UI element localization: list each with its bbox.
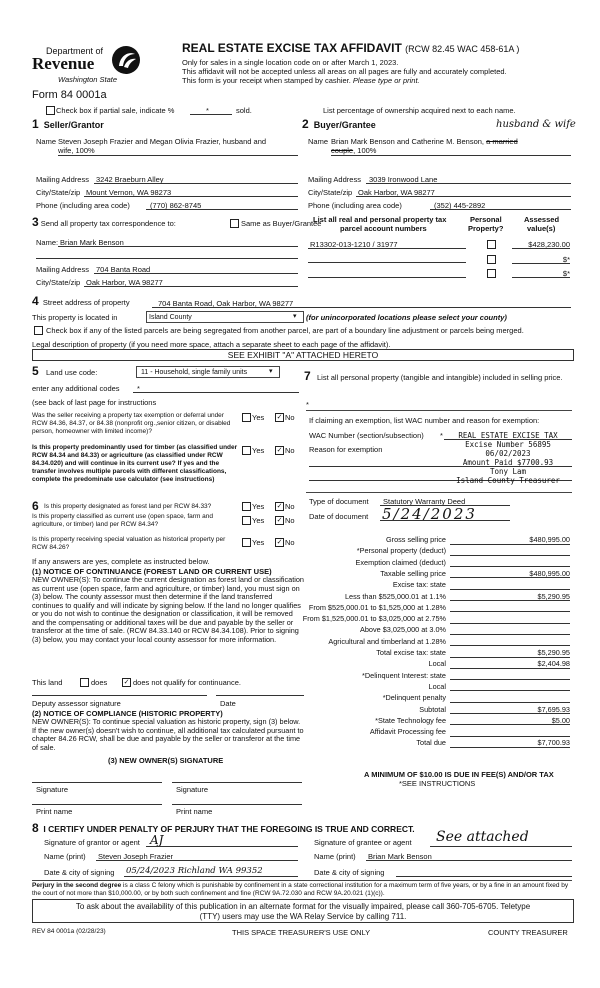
parcels-header-1: List all real and personal property tax: [313, 215, 447, 224]
corr-address[interactable]: 704 Banta Road: [96, 265, 151, 274]
stamp-line4: Amount Paid $7700.93: [462, 458, 554, 467]
calc-label: Taxable selling price: [380, 568, 446, 578]
seller-address[interactable]: 3242 Braeburn Alley: [96, 175, 164, 184]
alt-format-notice: To ask about the availability of this publication in an alternate format for the visually impaired, please call 360-705-6705. Teletype (TTY) users may use the WA Relay Service by calling 711.: [75, 902, 531, 921]
q1-yes-label: Yes: [252, 413, 265, 422]
buyer-name[interactable]: Brian Mark Benson and Catherine M. Benson, a married: [331, 137, 518, 146]
land-does-label: does: [91, 678, 108, 687]
segregated-checkbox[interactable]: [34, 326, 43, 335]
buyer-annotation: husband & wife: [496, 119, 576, 130]
calc-value[interactable]: $5,290.95: [537, 648, 570, 657]
parcels-header-2: parcel account numbers: [340, 224, 427, 233]
correspondence-heading: 3 Send all property tax correspondence to:: [32, 215, 176, 229]
minimum-fee-note: A MINIMUM OF $10.00 IS DUE IN FEE(S) AND/OR TAX: [364, 770, 554, 779]
header-sub3: This form is your receipt when stamped by cashier. Please type or print.: [182, 76, 420, 85]
corr-name[interactable]: Brian Mark Benson: [60, 238, 124, 247]
calc-label: Local: [428, 681, 446, 691]
seller-name-label: Name: [36, 137, 57, 146]
corr-name-label: Name:: [36, 238, 59, 247]
exemption-instruction: If claiming an exemption, list WAC number and reason for exemption:: [309, 416, 540, 425]
buyer-name-label: Name: [308, 137, 329, 146]
deputy-date-label: Date: [220, 699, 236, 708]
stamp-line6: Island County Treasurer: [456, 476, 560, 485]
forest-yes-checkbox[interactable]: [242, 502, 251, 511]
dept-line1: Department of: [46, 46, 104, 56]
corr-address-label: Mailing Address: [36, 265, 89, 274]
buyer-address[interactable]: 3039 Ironwood Lane: [369, 175, 438, 184]
historical-no-checkbox[interactable]: ✓: [276, 539, 283, 546]
buyer-city[interactable]: Oak Harbor, WA 98277: [358, 188, 435, 197]
forest-no-checkbox[interactable]: ✓: [276, 503, 283, 510]
calc-label: Total due: [416, 738, 446, 748]
calc-label: *State Technology fee: [375, 715, 446, 725]
seller-phone-label: Phone (including area code): [36, 201, 130, 210]
land-not-qualify-label: does not qualify for continuance.: [133, 678, 241, 687]
located-in-label: This property is located in: [32, 313, 118, 322]
grantee-signature[interactable]: See attached: [436, 829, 529, 845]
perjury-notice: Perjury in the second degree is a class C felony which is punishable by confinement in a state correctional institution for a maximum term of five years, or by a fine in an amount fixed by the court of not more than $10,000.00, or by both such confinement and fine (RCW 9A.72.030 and RCW 9A.20.021 (1)(c)).: [32, 882, 569, 897]
historical-yes-checkbox[interactable]: [242, 538, 251, 547]
this-land-label: This land: [32, 678, 63, 687]
seller-address-label: Mailing Address: [36, 175, 89, 184]
county-treasurer-label: COUNTY TREASURER: [488, 928, 568, 937]
corr-city-label: City/State/zip: [36, 278, 81, 287]
additional-codes-label: enter any additional codes: [32, 384, 120, 393]
seller-phone[interactable]: (770) 862-8745: [150, 201, 202, 210]
buyer-phone[interactable]: (352) 445-2892: [434, 201, 486, 210]
calc-label: Total excise tax: state: [376, 648, 446, 657]
forest-no-label: No: [285, 502, 295, 511]
grantor-name[interactable]: Steven Joseph Frazier: [98, 852, 174, 861]
street-address[interactable]: 704 Banta Road, Oak Harbor, WA 98277: [158, 299, 294, 308]
partial-sale-checkbox[interactable]: [46, 106, 55, 115]
current-use-yes-checkbox[interactable]: [242, 516, 251, 525]
owner-print-label-2: Print name: [176, 807, 213, 816]
treasurer-use-label: THIS SPACE TREASURER'S USE ONLY: [232, 928, 371, 937]
parcel-number-1[interactable]: R13302-013-1210 / 31977: [310, 240, 398, 249]
wac-number-value[interactable]: *: [440, 431, 443, 440]
q1-no-checkbox[interactable]: ✓: [276, 414, 283, 421]
legal-description-label: Legal description of property (if you need more space, attach a separate sheet to each page of the affidavit).: [32, 340, 391, 349]
seller-city-label: City/State/zip: [36, 188, 81, 197]
q-historical: Is this property receiving special valuation as historical property per RCW 84.26?: [32, 536, 226, 551]
notice2-body: NEW OWNER(S): To continue special valuation as historic property, sign (3) below. If the new owner(s) doesn't wish to continue, all additional tax calculated pursuant to chapter 84.26 RCW, shall be due and payable by the seller or transferor at the time of sale.: [32, 717, 304, 752]
if-yes-note: If any answers are yes, complete as instructed below.: [32, 557, 210, 566]
notice2-title: (2) NOTICE OF COMPLIANCE (HISTORIC PROPERTY): [32, 709, 223, 718]
land-does-checkbox[interactable]: [80, 678, 89, 687]
section7-number: 7: [304, 369, 311, 383]
calc-label: Above $3,025,000 at 3.0%: [359, 625, 446, 635]
owner-print-label-1: Print name: [36, 807, 73, 816]
document-date[interactable]: 5/24/2023: [382, 505, 477, 523]
dor-logo: [32, 44, 144, 94]
header-sub2: This affidavit will not be accepted unless all areas on all pages are fully and accurately completed.: [182, 67, 507, 76]
calc-label: Subtotal: [419, 704, 446, 714]
segregated-label: Check box if any of the listed parcels are being segregated from another parcel, are part of a boundary line adjustment or parcels being merged.: [46, 326, 524, 335]
chevron-down-icon: ▾: [269, 368, 273, 375]
dept-line3: Washington State: [58, 75, 118, 84]
grantor-signature[interactable]: AJ: [150, 833, 164, 847]
calc-label: *Personal property (deduct): [356, 546, 446, 556]
form-number: Form 84 0001a: [32, 89, 107, 101]
additional-codes-value[interactable]: *: [137, 384, 140, 393]
stamp-line5: Tony Lam: [489, 467, 527, 476]
assessed-value-3[interactable]: $*: [562, 269, 570, 278]
legal-description: SEE EXHIBIT "A" ATTACHED HERETO: [227, 350, 379, 360]
document-type[interactable]: Statutory Warranty Deed: [383, 497, 466, 506]
calc-label: *Delinquent Interest: state: [362, 670, 446, 680]
header-sub1: Only for sales in a single location code on or after March 1, 2023.: [182, 58, 399, 67]
buyer-city-label: City/State/zip: [308, 188, 353, 197]
see-instructions-note: *SEE INSTRUCTIONS: [399, 779, 476, 788]
notice1-body: NEW OWNER(S): To continue the current designation as forest land or classification as current use (open space, farm and agriculture, or timber) land, you must sign on (3) below. The county assessor must then determine if the land transferred continues to qualify and will indicate by signing below. If the land no longer qualifies or you do not wish to continue the designation or classification, it will be removed and the compensating or additional taxes will be due and payable by the seller or transferor at the time of sale. (RCW 84.33.140 or RCW 84.34.108). Prior to signing (3) below, you may contact your local county assessor for more information.: [32, 575, 304, 644]
owner-sig-label-2: Signature: [176, 785, 209, 794]
partial-sold-label: sold.: [236, 106, 252, 115]
dor-emblem-icon: [110, 44, 142, 76]
land-not-qualify-checkbox[interactable]: ✓: [123, 679, 130, 686]
revision-label: REV 84 0001a (02/28/23): [32, 928, 106, 935]
personal-property-label: List all personal property (tangible and intangible) included in selling price.: [317, 373, 563, 382]
treasurer-stamp: [446, 430, 570, 486]
calc-label: Affidavit Processing fee: [369, 727, 446, 737]
personal-property-checkbox-3[interactable]: [487, 269, 496, 278]
legal-description-box[interactable]: [32, 349, 574, 361]
certify-statement: 8 I CERTIFY UNDER PENALTY OF PERJURY THAT THE FOREGOING IS TRUE AND CORRECT.: [32, 821, 415, 835]
grantor-date-city[interactable]: 05/24/2023 Richland WA 99352: [126, 866, 263, 876]
calc-value[interactable]: $7,700.93: [537, 738, 570, 748]
q-exemption-deferral: Was the seller receiving a property tax exemption or deferral under RCW 84.36, 84.37, or 84.38 (nonprofit org.,senior citizen, or disabled person, homeowner with limited income)?: [32, 412, 231, 435]
current-use-no-checkbox[interactable]: ✓: [276, 517, 283, 524]
seller-name[interactable]: Steven Joseph Frazier and Megan Olivia Frazier, husband and: [58, 137, 267, 146]
q2-no-label: No: [285, 446, 295, 455]
partial-sale-value[interactable]: *: [206, 106, 209, 115]
see-back-note: (see back of last page for instructions: [32, 398, 157, 407]
calc-label: Local: [428, 659, 446, 669]
calc-label: Excise tax: state: [392, 580, 446, 590]
q2-yes-label: Yes: [252, 446, 265, 455]
notice3-title: (3) NEW OWNER(S) SIGNATURE: [108, 756, 224, 765]
q-current-use: Is this property classified as current use (open space, farm and agriculture, or timber) land per RCW 84.34?: [32, 513, 214, 528]
same-as-buyer-label: Same as Buyer/Grantee: [241, 219, 322, 228]
parcels-header-3: Personal: [470, 215, 502, 224]
buyer-name-2[interactable]: couple, 100%: [331, 146, 377, 155]
calc-value[interactable]: $7,695.93: [537, 704, 570, 714]
section5-number: 5: [32, 364, 39, 378]
unincorporated-note: (for unincorporated locations please select your county): [306, 313, 507, 322]
q-forest-land: Is this property designated as forest land per RCW 84.33?: [44, 503, 212, 510]
calc-label: Exemption claimed (deduct): [355, 557, 446, 567]
section6-number: 6: [32, 499, 39, 513]
current-use-no-label: No: [285, 516, 295, 525]
deputy-assessor-label: Deputy assessor signature: [32, 699, 121, 708]
historical-no-label: No: [285, 538, 295, 547]
current-use-yes-label: Yes: [252, 516, 265, 525]
document-type-label: Type of document: [309, 497, 369, 506]
personal-property-checkbox-2[interactable]: [487, 255, 496, 264]
ownership-instruction: List percentage of ownership acquired next to each name.: [323, 106, 516, 115]
notice1-title: (1) NOTICE OF CONTINUANCE (FOREST LAND OR CURRENT USE): [32, 567, 272, 576]
reason-exemption-label: Reason for exemption: [309, 445, 383, 454]
tax-calculation-table: [304, 535, 572, 795]
alt-format-box: [32, 899, 574, 923]
parcels-header-6: value(s): [527, 224, 556, 233]
assessed-value-1[interactable]: $428,230.00: [528, 240, 570, 249]
seller-name-2[interactable]: wife, 100%: [58, 146, 95, 155]
historical-yes-label: Yes: [252, 538, 265, 547]
calc-label: From $1,525,000.01 to $3,025,000 at 2.75%: [302, 614, 446, 624]
parcels-header-5: Assessed: [524, 215, 560, 224]
calc-value[interactable]: $480,995.00: [529, 568, 570, 578]
stamp-line2: Excise Number 56895: [465, 440, 551, 449]
stamp-line1: REAL ESTATE EXCISE TAX: [458, 431, 558, 440]
q2-yes-checkbox[interactable]: [242, 446, 251, 455]
q1-yes-checkbox[interactable]: [242, 413, 251, 422]
calc-value[interactable]: $2,404.98: [537, 659, 570, 669]
grantor-date-label: Date & city of signing: [44, 868, 115, 877]
assessed-value-2[interactable]: $*: [562, 255, 570, 264]
grantor-sig-label: Signature of grantor or agent: [44, 838, 140, 847]
chevron-down-icon: ▾: [293, 313, 297, 320]
partial-sale-label: Check box if partial sale, indicate %: [56, 106, 175, 115]
wac-number-label: WAC Number (section/subsection): [309, 431, 424, 440]
buyer-phone-label: Phone (including area code): [308, 201, 402, 210]
calc-value[interactable]: $480,995.00: [529, 535, 570, 544]
stamp-line3: 06/02/2023: [485, 449, 531, 458]
same-as-buyer-checkbox[interactable]: [230, 219, 239, 228]
q1-no-label: No: [285, 413, 295, 422]
corr-city[interactable]: Oak Harbor, WA 98277: [86, 278, 163, 287]
grantor-name-label: Name (print): [44, 852, 86, 861]
personal-property-checkbox-1[interactable]: [487, 240, 496, 249]
personal-property-value[interactable]: *: [306, 400, 309, 409]
land-use-value: 11 - Household, single family units: [141, 369, 248, 376]
grantee-name[interactable]: Brian Mark Benson: [368, 852, 432, 861]
q-timber-agriculture: Is this property predominantly used for timber (as classified under RCW 84.34 and 84.33) or agriculture (as classified under RCW 84.34.020) and will continue in its current use? If yes and the transfer involves multiple parcels with different classifications, complete the predominate use calculator (see instructions): [32, 444, 238, 483]
calc-label: *Delinquent penalty: [382, 693, 446, 703]
document-date-label: Date of document: [309, 512, 369, 521]
street-address-label: 4 Street address of property: [32, 294, 130, 308]
county-select[interactable]: [146, 311, 304, 323]
seller-heading: 1 Seller/Grantor: [32, 117, 104, 131]
calc-value[interactable]: $5.00: [551, 715, 570, 725]
calc-label: Gross selling price: [385, 535, 446, 544]
calc-label: From $525,000.01 to $1,525,000 at 1.28%: [308, 602, 446, 612]
buyer-heading: 2 Buyer/Grantee: [302, 117, 376, 131]
grantee-sig-label: Signature of grantee or agent: [314, 838, 412, 847]
owner-sig-label-1: Signature: [36, 785, 69, 794]
county-value: Island County: [149, 314, 192, 321]
grantee-name-label: Name (print): [314, 852, 356, 861]
grantee-date-label: Date & city of signing: [314, 868, 385, 877]
calc-label: Less than $525,000.01 at 1.1%: [344, 591, 446, 601]
dept-line2: Revenue: [32, 54, 95, 73]
q2-no-checkbox[interactable]: ✓: [276, 447, 283, 454]
page-title: REAL ESTATE EXCISE TAX AFFIDAVIT (RCW 82.45 WAC 458-61A ): [182, 41, 520, 55]
land-use-select[interactable]: [136, 366, 280, 378]
calc-value[interactable]: $5,290.95: [537, 591, 570, 601]
calc-label: Agricultural and timberland at 1.28%: [328, 636, 446, 646]
parcels-header-4: Property?: [468, 224, 504, 233]
buyer-address-label: Mailing Address: [308, 175, 361, 184]
forest-yes-label: Yes: [252, 502, 265, 511]
land-use-label: Land use code:: [46, 368, 98, 377]
seller-city[interactable]: Mount Vernon, WA 98273: [86, 188, 172, 197]
